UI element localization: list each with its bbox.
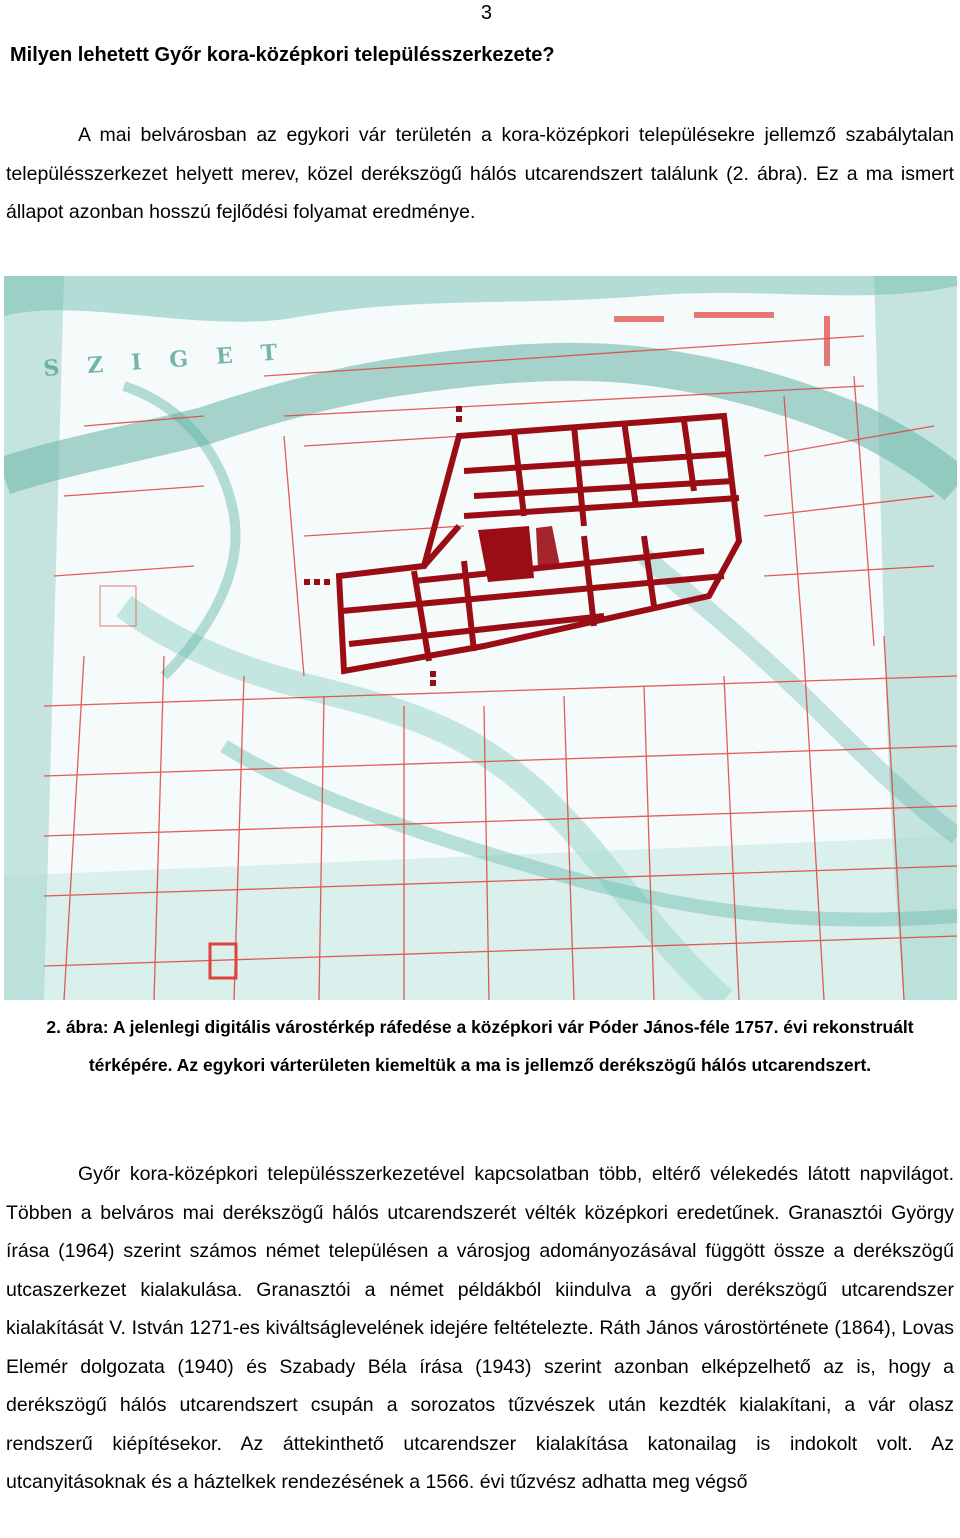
map-island-label: SZIGET [42,337,306,382]
page-number: 3 [480,2,492,24]
figure-caption: 2. ábra: A jelenlegi digitális várostérkép ráfedése a középkori vár Póder János-féle 1757. évi rekonstruált térképére. Az egykori várterületen kiemeltük a ma is jellemző derékszögű hálós utcarendszert. [46,1017,914,1075]
intro-paragraph: A mai belvárosban az egykori vár területén a kora-középkori településekre jellemző szabálytalan településszerkezet helyett merev, közel derékszögű hálós utcarendszert találunk (2. ábra). Ez a ma ismert állapot azonban hosszú fejlődési folyamat eredménye. [6,124,954,223]
body-paragraph: Győr kora-középkori településszerkezetével kapcsolatban több, eltérő vélekedés látott napvilágot. Többen a belváros mai derékszögű hálós utcarendszerét vélték középkori eredetűnek. Granasztói György írása (1964) szerint számos német településen a városjog adományozásával függött össze a derékszögű utcaszerkezet kialakulása. Granasztói a német példákból kiindulva a győri derékszögű utcarendszer kialakítását V. István 1271-es kiváltságlevelének idejére feltételezte. Ráth János várostörténete (1864), Lovas Elemér dolgozata (1940) és Szabady Béla írása (1943) szerint azonban elképzelhető az is, hogy a derékszögű hálós utcarendszert csupán a sorozatos tűzvészek után kezdték kialakítani, a vár olasz rendszerű kiépítésekor. Az áttekinthető utcarendszer kialakítása katonailag is indokolt volt. Az utcanyitásoknak és a háztelkek rendezésének a 1566. évi tűzvész adhatta meg végső [6,1163,954,1493]
page-title: Milyen lehetett Győr kora-középkori településszerkezete? [10,44,555,66]
map-overlay-image [4,276,957,1000]
map-figure [4,276,957,1000]
